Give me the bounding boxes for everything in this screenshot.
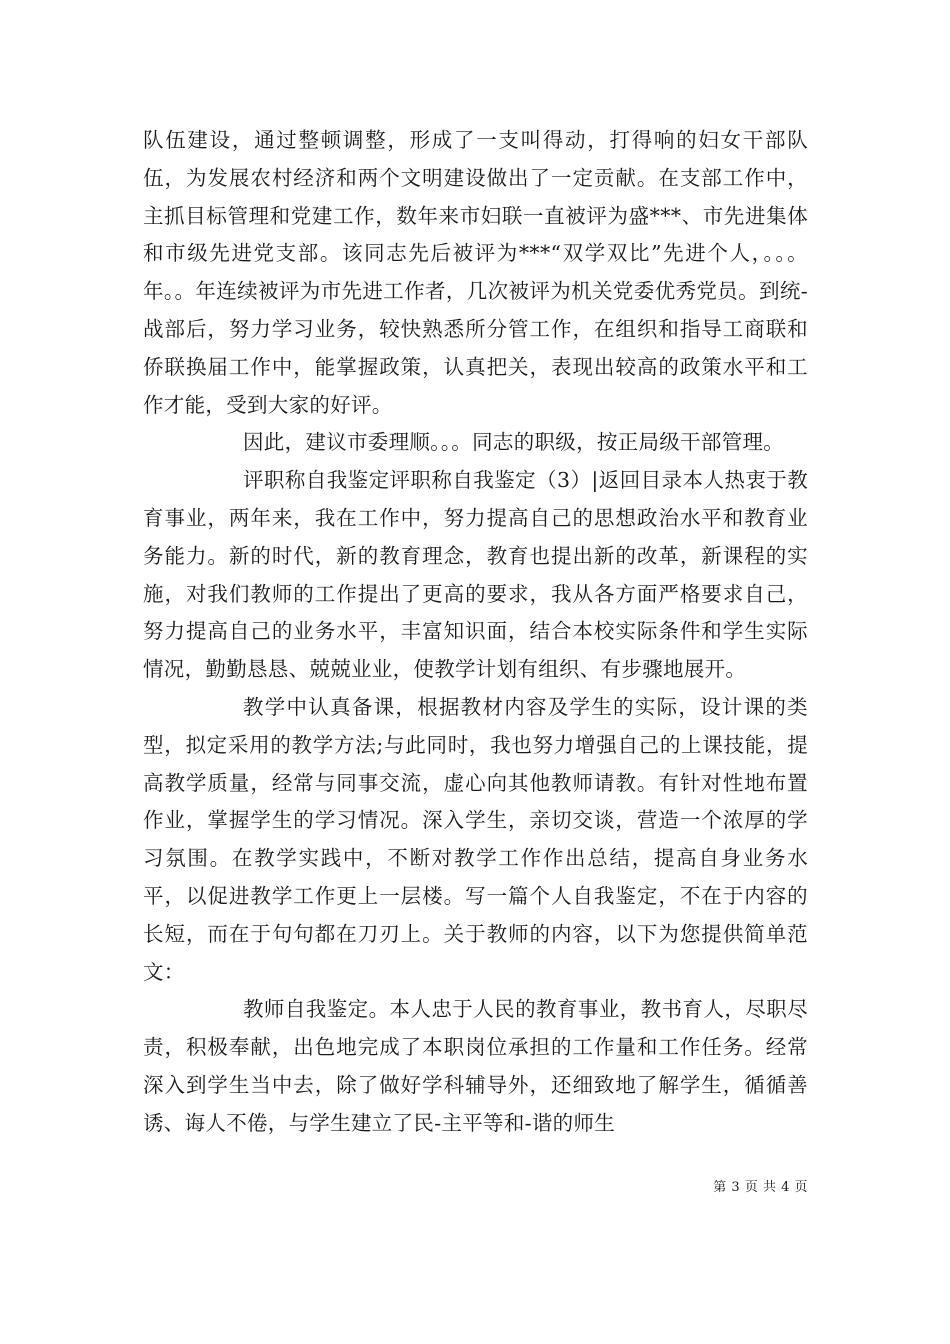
paragraph-4: 教学中认真备课，根据教材内容及学生的实际，设计课的类型，拟定采用的教学方法;与此同时，我也努力增强自己的上课技能，提高教学质量，经常与同事交流，虚心向其他教师请教。有针对性地布置作业，掌握学生的学习情况。深入学生，亲切交谈，营造一个浓厚的学习氛围。在教学实践中，不断对教学工作作出总结，提高自身业务水平，以促进教学工作更上一层楼。写一篇个人自我鉴定，不在于内容的长短，而在于句句都在刀刃上。关于教师的内容，以下为您提供简单范文： bbox=[143, 694, 808, 984]
paragraph-2: 因此，建议市委理顺。。。同志的职级，按正局级干部管理。 bbox=[243, 430, 785, 455]
paragraph-1: 队伍建设，通过整顿调整，形成了一支叫得动，打得响的妇女干部队伍，为发展农村经济和两个文明建设做出了一定贡献。在支部工作中，主抓目标管理和党建工作，数年来市妇联一直被评为盛***、市先进集体和市级先进党支部。该同志先后被评为***“双学双比”先进个人，。。。年。。年连续被评为市先进工作者，几次被评为机关党委优秀党员。到统-战部后，努力学习业务，较快熟悉所分管工作，在组织和指导工商联和侨联换届工作中，能掌握政策，认真把关，表现出较高的政策水平和工作才能，受到大家的好评。 bbox=[143, 128, 808, 417]
paragraph-5: 教师自我鉴定。本人忠于人民的教育事业，教书育人，尽职尽责，积极奉献，出色地完成了本职岗位承担的工作量和工作任务。经常深入到学生当中去，除了做好学科辅导外，还细致地了解学生，循循善诱、诲人不倦，与学生建立了民-主平等和-谐的师生 bbox=[143, 997, 808, 1135]
page-number-footer: 第 3 页 共 4 页 bbox=[713, 1180, 808, 1195]
document-body bbox=[143, 122, 808, 1143]
paragraph-3: 评职称自我鉴定评职称自我鉴定（3）|返回目录本人热衷于教育事业，两年来，我在工作中，努力提高自己的思想政治水平和教育业务能力。新的时代，新的教育理念，教育也提出新的改革，新课程的实施，对我们教师的工作提出了更高的要求，我从各方面严格要求自己，努力提高自己的业务水平，丰富知识面，结合本校实际条件和学生实际情况，勤勤恳恳、兢兢业业，使教学计划有组织、有步骤地展开。 bbox=[143, 468, 808, 682]
